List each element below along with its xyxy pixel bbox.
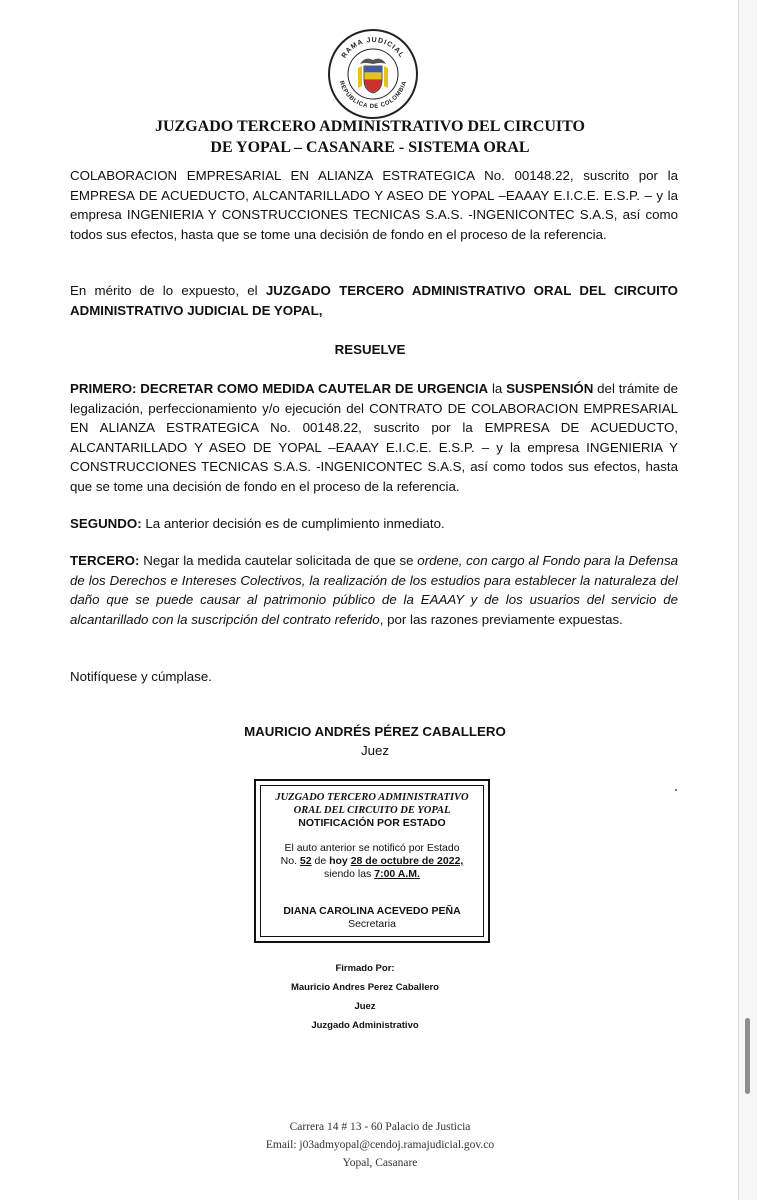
stamp-text-line-a: El auto anterior se notificó por Estado <box>284 842 460 854</box>
stray-dot <box>675 789 677 791</box>
court-title-line-1: JUZGADO TERCERO ADMINISTRATIVO DEL CIRCUITO <box>155 118 585 135</box>
estado-number: 52 <box>299 855 312 867</box>
svg-text:RAMA JUDICIAL <box>341 37 405 60</box>
secretary-role: Secretaria <box>348 918 396 930</box>
merit-paragraph <box>70 281 678 320</box>
tercero-lead: Negar la medida cautelar solicitada de que se <box>139 553 418 568</box>
judge-name: MAURICIO ANDRÉS PÉREZ CABALLERO <box>244 724 506 739</box>
notification-date: 28 de octubre de 2022, <box>350 855 464 867</box>
shield-yellow-band <box>364 72 381 79</box>
segundo-text: La anterior decisión es de cumplimiento inmediato. <box>141 516 445 531</box>
flag-left-icon <box>358 66 362 88</box>
judicial-seal-logo <box>327 28 419 120</box>
intro-paragraph <box>70 166 678 244</box>
primero-paragraph <box>70 379 678 496</box>
merit-court-name: JUZGADO TERCERO ADMINISTRATIVO ORAL DEL CIRCUITO ADMINISTRATIVO JUDICIAL DE YOPAL, <box>70 283 678 318</box>
tercero-tail: , por las razones previamente expuestas. <box>379 611 623 627</box>
primero-text: del trámite de legalización, perfeccionamiento y/o ejecución del CONTRATO DE COLABORACION EMPRESARIAL EN ALIANZA ESTRATEGICA No. 00148.22, suscrito por la EMPRESA DE ACUEDUCTO, ALCANTARILLADO Y ASEO DE YOPAL –EAAAY E.I.C.E. E.S.P. – y la empresa INGENIERIA Y CONSTRUCCIONES TECNICAS S.A.S. -INGENICONTEC S.A.S, así como todos sus efectos, hasta que se tome una decisión de fondo en el proceso de la referencia. <box>70 381 678 494</box>
notification-stamp <box>254 779 490 943</box>
primero-suspension: SUSPENSIÓN <box>506 381 594 396</box>
footer-city: Yopal, Casanare <box>342 1157 418 1169</box>
footer-email[interactable]: Email: j03admyopal@cendoj.ramajudicial.gov.co <box>265 1139 495 1151</box>
stamp-court-line-1: JUZGADO TERCERO ADMINISTRATIVO <box>275 792 469 803</box>
stamp-siendo-label: siendo las <box>324 868 375 880</box>
stamp-no-label: No. <box>280 855 300 867</box>
tercero-paragraph <box>70 551 678 629</box>
tercero-italic: ordene, con cargo al Fondo para la Defensa de los Derechos e Intereses Colectivos, la realización de los estudios para establecer la naturaleza del daño que se puede causar al patrimonio público de la EAAAY y de los usuarios del servicio de alcantarillado con la suscripción del contrato referido <box>70 553 679 627</box>
eagle-icon <box>360 59 386 64</box>
footer-address: Carrera 14 # 13 - 60 Palacio de Justicia <box>289 1121 471 1133</box>
stamp-hoy-label: hoy <box>329 855 351 867</box>
digital-signer-role: Juez <box>354 1001 376 1012</box>
shield-blue-band <box>364 66 381 72</box>
primero-mid: la <box>488 381 507 396</box>
stamp-text-line-b <box>261 855 483 868</box>
shield-red-band <box>364 79 381 92</box>
intro-text: COLABORACION EMPRESARIAL EN ALIANZA ESTRATEGICA No. 00148.22, suscrito por la EMPRESA DE ACUEDUCTO, ALCANTARILLADO Y ASEO DE YOPAL –EAAAY E.I.C.E. E.S.P. – y la empresa INGENIERIA Y CONSTRUCCIONES TECNICAS S.A.S. -INGENICONTEC S.A.S, así como todos sus efectos, hasta que se tome una decisión de fondo en el proceso de la referencia. <box>70 168 678 242</box>
notification-time: 7:00 A.M. <box>374 868 420 880</box>
court-title-line-2: DE YOPAL – CASANARE - SISTEMA ORAL <box>210 139 530 156</box>
stamp-court-line-2: ORAL DEL CIRCUITO DE YOPAL <box>293 805 451 816</box>
segundo-label: SEGUNDO: <box>70 516 142 531</box>
scrollbar-thumb[interactable] <box>745 1018 750 1094</box>
digital-signed-by: Firmado Por: <box>335 963 395 974</box>
closing-text: Notifíquese y cúmplase. <box>70 669 212 684</box>
segundo-paragraph <box>70 514 678 534</box>
tercero-label: TERCERO: <box>70 553 140 568</box>
resuelve-heading: RESUELVE <box>334 342 406 357</box>
digital-signer-court: Juzgado Administrativo <box>311 1020 419 1031</box>
notification-stamp-inner <box>260 785 484 937</box>
stamp-de-label: de <box>311 855 330 867</box>
digital-signer-name: Mauricio Andres Perez Caballero <box>290 982 439 993</box>
seal-label-top: RAMA JUDICIAL <box>340 36 406 60</box>
stamp-title: NOTIFICACIÓN POR ESTADO <box>298 817 446 829</box>
judge-role: Juez <box>360 743 390 758</box>
flag-right-icon <box>384 66 388 88</box>
secretary-name: DIANA CAROLINA ACEVEDO PEÑA <box>283 905 461 917</box>
stamp-text-line-c <box>261 868 483 881</box>
primero-label: PRIMERO: DECRETAR COMO MEDIDA CAUTELAR DE URGENCIA <box>70 381 489 396</box>
closing-paragraph <box>70 667 678 687</box>
merit-lead: En mérito de lo expuesto, el <box>70 283 266 298</box>
seal-label-bottom: REPÚBLICA DE COLOMBIA <box>337 80 409 111</box>
